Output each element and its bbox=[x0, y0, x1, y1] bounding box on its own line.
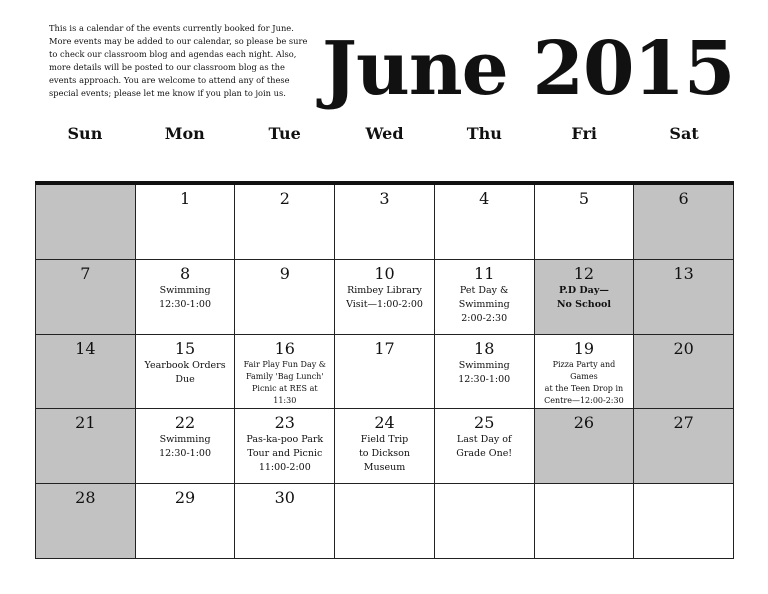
day-number: 13 bbox=[673, 263, 694, 283]
empty-cell bbox=[435, 484, 535, 559]
day-number: 15 bbox=[174, 338, 196, 358]
event-text: 2:00-2:30 bbox=[461, 312, 508, 324]
day-cell-14 bbox=[36, 335, 136, 410]
day-number: 4 bbox=[479, 189, 490, 208]
day-cell-11 bbox=[435, 260, 535, 335]
day-number: 23 bbox=[274, 413, 295, 433]
day-cell-23 bbox=[235, 409, 335, 484]
event-text: Swimming bbox=[159, 434, 211, 446]
day-number: 27 bbox=[673, 413, 694, 433]
event-text: 12:30-1:00 bbox=[159, 298, 212, 310]
day-number: 26 bbox=[573, 413, 595, 433]
event-text: Due bbox=[175, 373, 195, 385]
day-cell-21 bbox=[36, 409, 136, 484]
day-number: 5 bbox=[578, 189, 590, 208]
day-number: 19 bbox=[573, 338, 595, 358]
event-text: Grade One! bbox=[456, 448, 513, 460]
event-text: Swimming bbox=[458, 298, 510, 310]
day-cell-9 bbox=[235, 260, 335, 335]
weekday-tue: Tue bbox=[268, 124, 301, 143]
day-number: 6 bbox=[678, 189, 689, 208]
day-cell-3 bbox=[335, 185, 435, 260]
day-cell-22 bbox=[136, 409, 236, 484]
day-cell-12 bbox=[535, 260, 635, 335]
day-cell-24 bbox=[335, 409, 435, 484]
event-text: Centre—12:00-2:30 bbox=[544, 395, 624, 405]
event-text: Yearbook Orders bbox=[144, 359, 226, 371]
day-number: 8 bbox=[179, 263, 191, 283]
day-cell-4 bbox=[435, 185, 535, 260]
day-number: 1 bbox=[179, 189, 191, 208]
day-cell-27 bbox=[634, 409, 734, 484]
day-number: 29 bbox=[174, 488, 196, 508]
empty-cell bbox=[634, 484, 734, 559]
day-cell-10 bbox=[335, 260, 435, 335]
day-cell-26 bbox=[535, 409, 635, 484]
event-text: Pizza Party and Games bbox=[552, 359, 616, 381]
event-text: at the Teen Drop in bbox=[544, 383, 624, 393]
day-cell-20 bbox=[634, 335, 734, 410]
day-cell-5 bbox=[535, 185, 635, 260]
event-text: Swimming bbox=[458, 359, 510, 371]
event-text: Pas-ka-poo Park bbox=[246, 434, 324, 446]
day-number: 18 bbox=[474, 338, 495, 358]
event-text: P.D Day— bbox=[559, 284, 609, 296]
day-cell-13 bbox=[634, 260, 734, 335]
weekday-sun: Sun bbox=[67, 124, 103, 143]
day-number: 20 bbox=[673, 338, 694, 358]
day-number: 24 bbox=[374, 413, 395, 433]
weekday-fri: Fri bbox=[571, 124, 597, 143]
weekday-thu: Thu bbox=[466, 124, 502, 143]
day-cell-29 bbox=[136, 484, 236, 559]
weekday-header bbox=[35, 124, 734, 146]
empty-cell bbox=[535, 484, 635, 559]
event-text: Last Day of bbox=[456, 434, 512, 446]
weekday-mon: Mon bbox=[164, 124, 205, 143]
event-text: Family 'Bag Lunch' bbox=[246, 371, 324, 381]
event-text: Visit—1:00-2:00 bbox=[346, 298, 423, 310]
day-number: 16 bbox=[274, 338, 295, 358]
day-cell-17 bbox=[335, 335, 435, 410]
event-text: Pet Day & bbox=[459, 284, 509, 296]
event-text: 11:00-2:00 bbox=[258, 462, 311, 474]
calendar-title: June 2015 bbox=[322, 26, 735, 112]
event-text: Tour and Picnic bbox=[247, 448, 323, 460]
day-cell-1 bbox=[136, 185, 236, 260]
day-number: 2 bbox=[279, 189, 290, 208]
day-number: 12 bbox=[573, 263, 595, 283]
day-number: 7 bbox=[80, 263, 91, 283]
day-number: 14 bbox=[75, 338, 96, 358]
day-cell-15 bbox=[136, 335, 236, 410]
day-number: 22 bbox=[174, 413, 196, 433]
day-number: 10 bbox=[374, 263, 395, 283]
day-number: 17 bbox=[374, 338, 395, 358]
event-text: Field Trip bbox=[360, 434, 409, 446]
day-cell-16 bbox=[235, 335, 335, 410]
day-cell-6 bbox=[634, 185, 734, 260]
event-text: to Dickson bbox=[358, 448, 410, 460]
day-number: 28 bbox=[75, 488, 96, 508]
day-number: 3 bbox=[379, 189, 390, 208]
event-text: Rimbey Library bbox=[347, 284, 422, 296]
event-text: 12:30-1:00 bbox=[458, 373, 511, 385]
event-text: No School bbox=[556, 298, 611, 310]
event-text: 12:30-1:00 bbox=[159, 448, 212, 460]
empty-cell bbox=[335, 484, 435, 559]
day-number: 30 bbox=[274, 488, 295, 508]
event-text: Fair Play Fun Day & bbox=[243, 359, 326, 369]
event-text: Picnic at RES at 11:30 bbox=[252, 383, 318, 405]
day-cell-8 bbox=[136, 260, 236, 335]
day-number: 25 bbox=[474, 413, 495, 433]
day-cell-25 bbox=[435, 409, 535, 484]
day-number: 9 bbox=[279, 263, 290, 283]
empty-cell bbox=[36, 185, 136, 260]
weekday-wed: Wed bbox=[365, 124, 404, 143]
day-cell-2 bbox=[235, 185, 335, 260]
day-number: 11 bbox=[474, 263, 495, 283]
calendar-grid bbox=[35, 181, 734, 559]
day-cell-18 bbox=[435, 335, 535, 410]
event-text: Museum bbox=[363, 462, 406, 474]
event-text: Swimming bbox=[159, 284, 211, 296]
day-number: 21 bbox=[75, 413, 96, 433]
day-cell-28 bbox=[36, 484, 136, 559]
day-cell-30 bbox=[235, 484, 335, 559]
day-cell-19 bbox=[535, 335, 635, 410]
intro-text: This is a calendar of the events currently booked for June. More events may be added to our calendar, so please be sure to check our classroom blog and agendas each night. Also, more details will be posted to our classroom blog as the events approach. You are welcome to attend any of these special events; please let me know if you plan to join us. bbox=[49, 23, 308, 98]
day-cell-7 bbox=[36, 260, 136, 335]
weekday-sat: Sat bbox=[669, 124, 699, 143]
